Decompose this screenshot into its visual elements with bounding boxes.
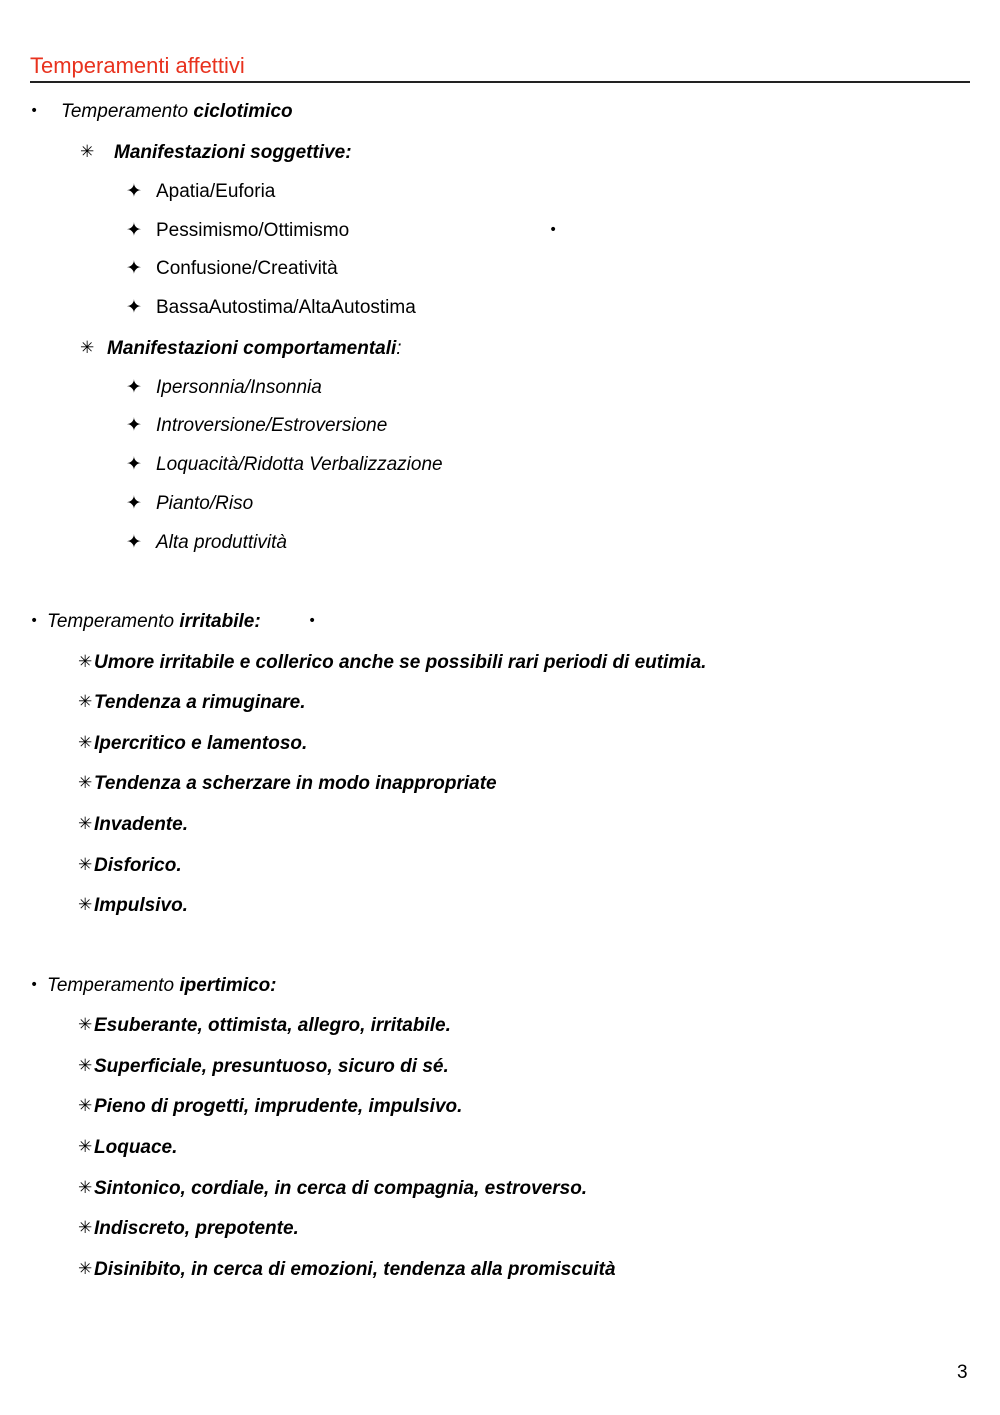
sparkle-bullet-icon: ✦ — [126, 453, 142, 475]
star-bullet-icon: ✳ — [78, 1056, 93, 1076]
list-item: Esuberante, ottimista, allegro, irritabile. — [94, 1015, 451, 1036]
list-item: Loquace. — [94, 1137, 178, 1158]
star-bullet-icon: ✳ — [78, 1218, 93, 1238]
list-item: Impulsivo. — [94, 895, 188, 916]
list-item: Invadente. — [94, 814, 188, 835]
sparkle-bullet-icon: ✦ — [126, 414, 142, 436]
list-item: Loquacità/Ridotta Verbalizzazione — [156, 454, 443, 475]
list-item: Alta produttività — [156, 532, 287, 553]
star-bullet-icon: ✳ — [80, 142, 95, 162]
stray-dot-icon: • — [308, 613, 317, 629]
star-bullet-icon: ✳ — [78, 1096, 93, 1116]
subheading-soggettive: Manifestazioni soggettive: — [114, 142, 352, 163]
star-bullet-icon: ✳ — [78, 895, 93, 915]
star-bullet-icon: ✳ — [78, 733, 93, 753]
bullet-dot-icon: • — [30, 613, 39, 629]
list-item: Apatia/Euforia — [156, 181, 276, 202]
page-number: 3 — [957, 1362, 968, 1383]
list-item: Tendenza a rimuginare. — [94, 692, 306, 713]
section-heading-irritabile: Temperamento irritabile: — [47, 611, 261, 632]
sparkle-bullet-icon: ✦ — [126, 296, 142, 318]
stray-dot-icon: • — [549, 222, 558, 238]
sparkle-bullet-icon: ✦ — [126, 257, 142, 279]
list-item: Ipersonnia/Insonnia — [156, 377, 322, 398]
star-bullet-icon: ✳ — [80, 338, 95, 358]
subheading-comportamentali: Manifestazioni comportamentali: — [107, 338, 402, 359]
bullet-dot-icon: • — [30, 103, 39, 119]
star-bullet-icon: ✳ — [78, 652, 93, 672]
title-underline — [30, 81, 970, 83]
list-item: Ipercritico e lamentoso. — [94, 733, 308, 754]
list-item: Disinibito, in cerca di emozioni, tendenza alla promiscuità — [94, 1259, 616, 1280]
list-item: Sintonico, cordiale, in cerca di compagnia, estroverso. — [94, 1178, 588, 1199]
bullet-dot-icon: • — [30, 977, 39, 993]
list-item: Disforico. — [94, 855, 182, 876]
section-heading-ciclotimico: Temperamento ciclotimico — [61, 101, 293, 122]
star-bullet-icon: ✳ — [78, 773, 93, 793]
sparkle-bullet-icon: ✦ — [126, 219, 142, 241]
star-bullet-icon: ✳ — [78, 855, 93, 875]
sparkle-bullet-icon: ✦ — [126, 376, 142, 398]
sparkle-bullet-icon: ✦ — [126, 492, 142, 514]
list-item: Tendenza a scherzare in modo inappropriate — [94, 773, 497, 794]
section-heading-ipertimico: Temperamento ipertimico: — [47, 975, 277, 996]
star-bullet-icon: ✳ — [78, 1137, 93, 1157]
list-item: Confusione/Creatività — [156, 258, 338, 279]
list-item: Superficiale, presuntuoso, sicuro di sé. — [94, 1056, 449, 1077]
list-item: Pieno di progetti, imprudente, impulsivo. — [94, 1096, 463, 1117]
list-item: Indiscreto, prepotente. — [94, 1218, 299, 1239]
page-title: Temperamenti affettivi — [30, 53, 245, 78]
list-item: Pianto/Riso — [156, 493, 254, 514]
sparkle-bullet-icon: ✦ — [126, 180, 142, 202]
star-bullet-icon: ✳ — [78, 1015, 93, 1035]
list-item: BassaAutostima/AltaAutostima — [156, 297, 416, 318]
star-bullet-icon: ✳ — [78, 1259, 93, 1279]
star-bullet-icon: ✳ — [78, 814, 93, 834]
list-item: Introversione/Estroversione — [156, 415, 388, 436]
sparkle-bullet-icon: ✦ — [126, 531, 142, 553]
list-item: Pessimismo/Ottimismo — [156, 220, 350, 241]
list-item: Umore irritabile e collerico anche se possibili rari periodi di eutimia. — [94, 652, 707, 673]
star-bullet-icon: ✳ — [78, 1178, 93, 1198]
star-bullet-icon: ✳ — [78, 692, 93, 712]
